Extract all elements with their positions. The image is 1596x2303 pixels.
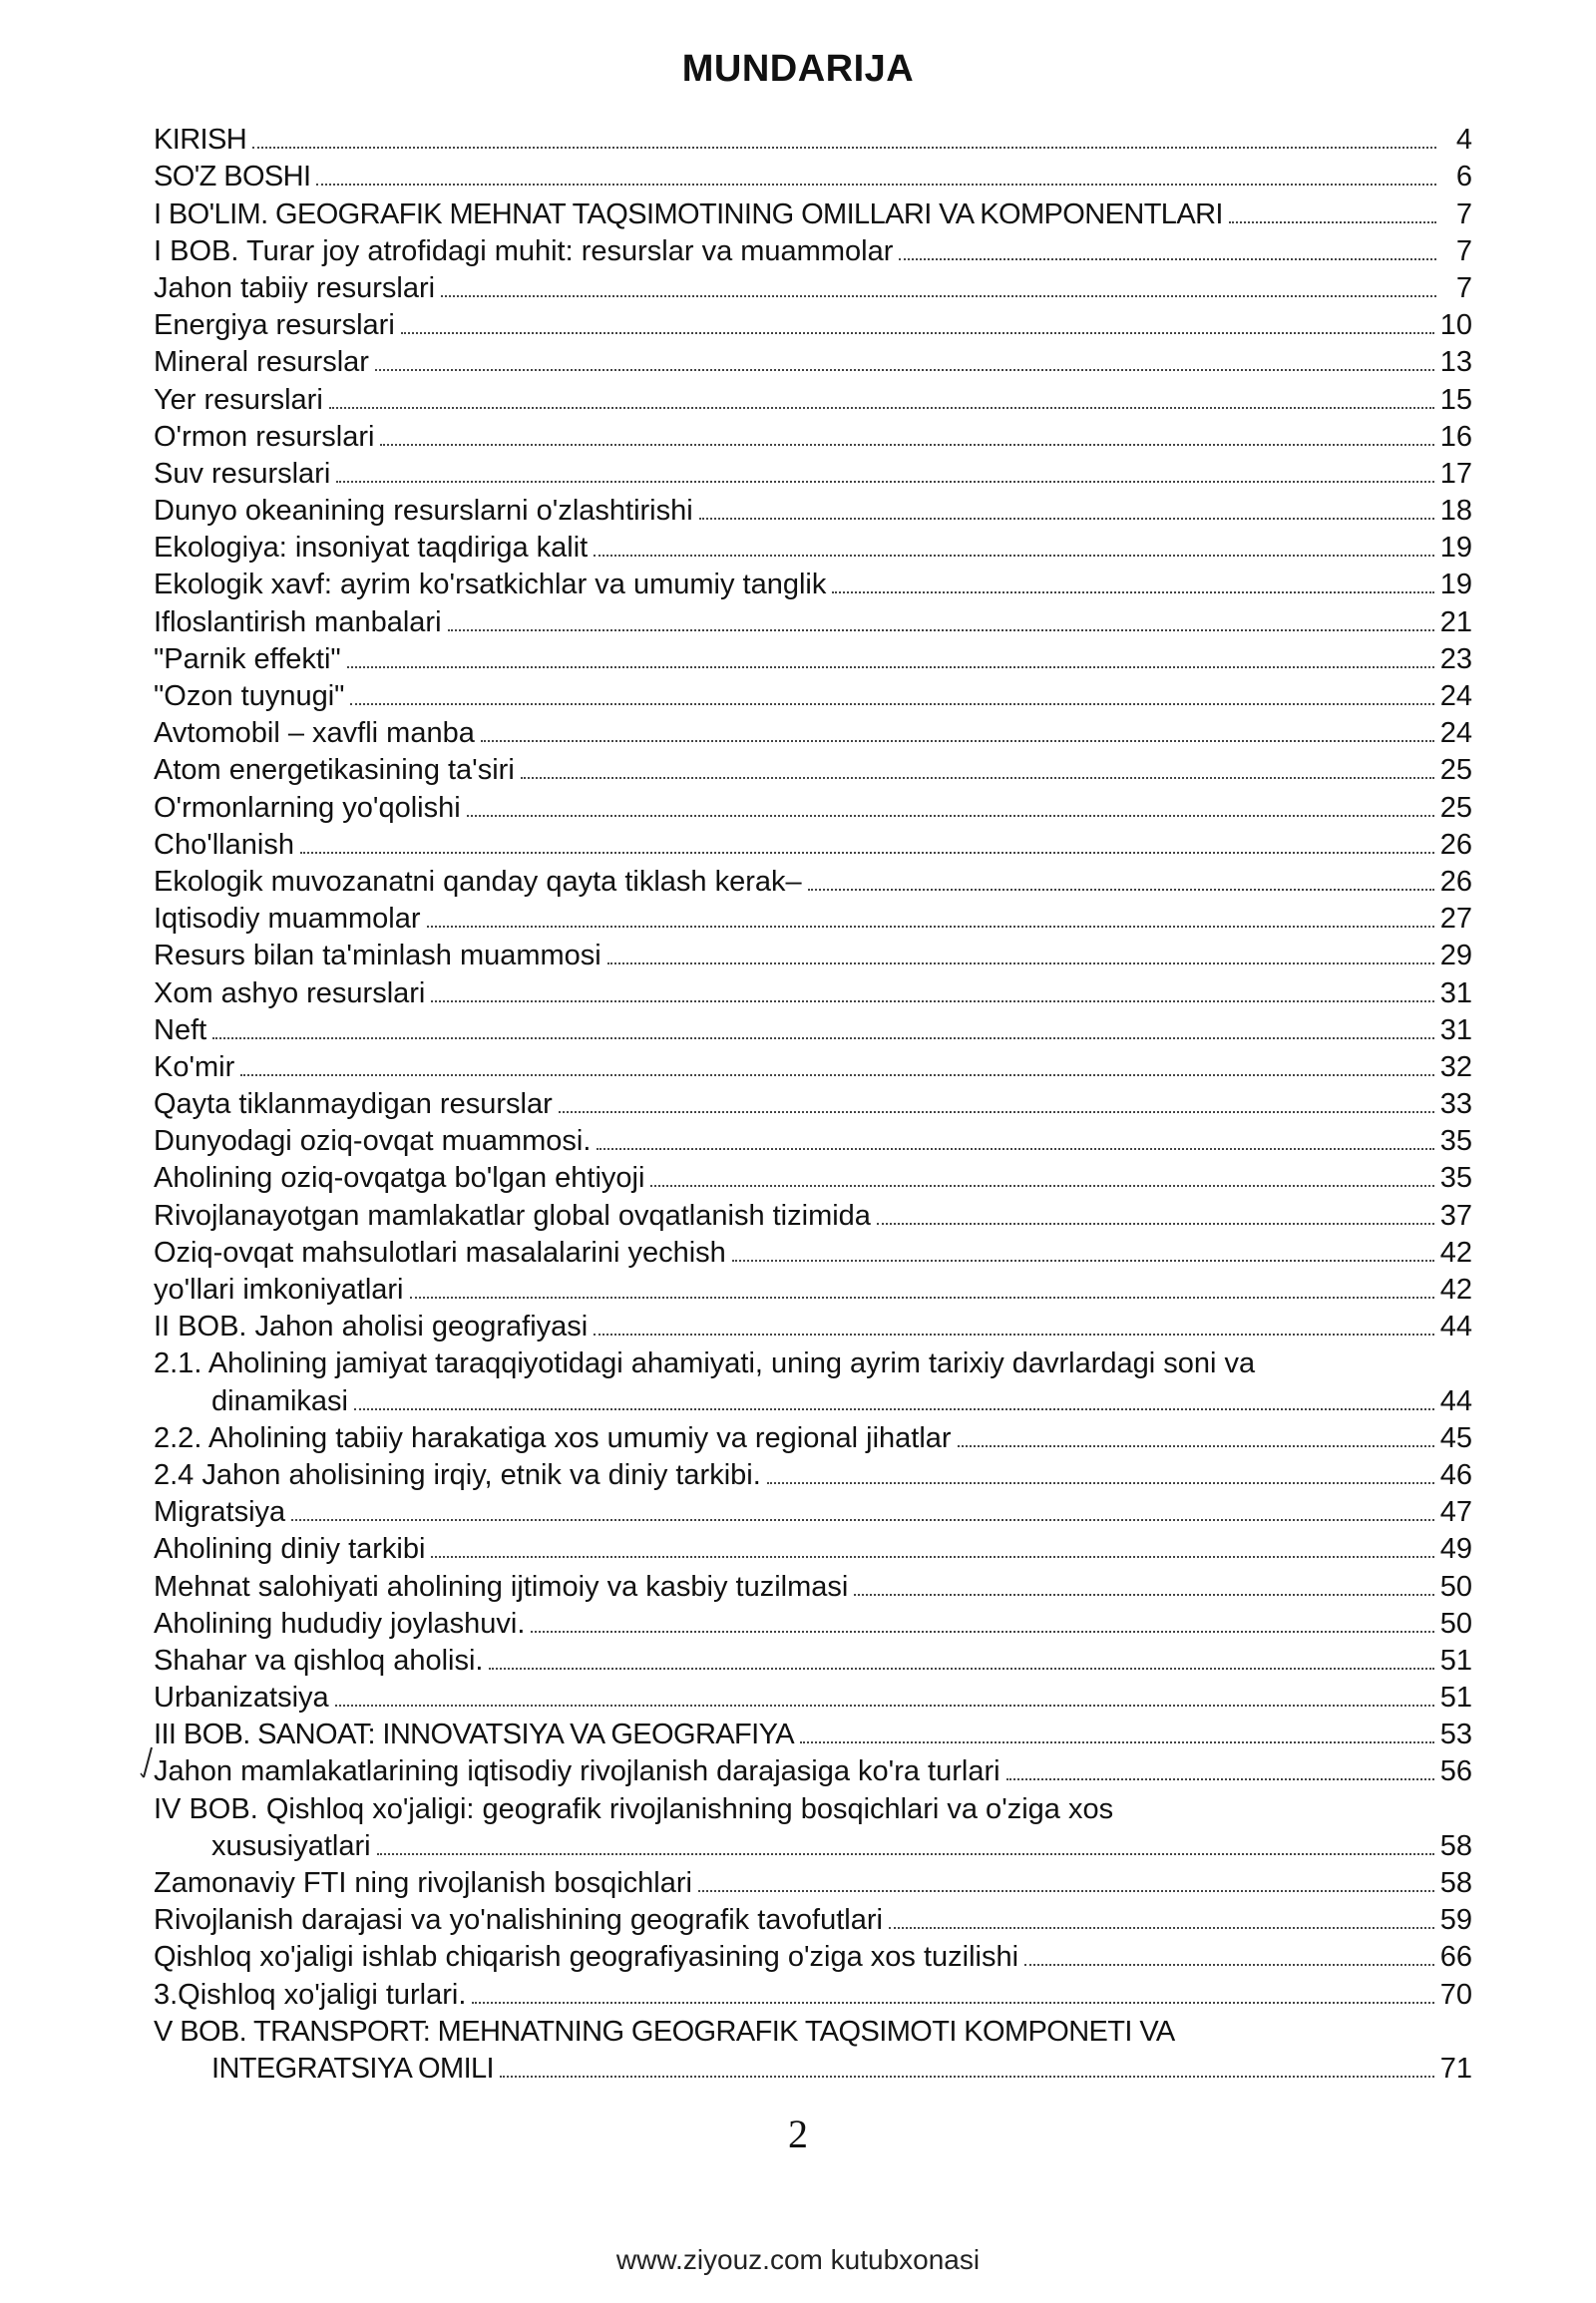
toc-entry xyxy=(154,1678,1472,1715)
toc-entry xyxy=(154,1195,1472,1232)
dot-leader xyxy=(594,555,1433,557)
dot-leader xyxy=(431,1000,1433,1002)
toc-page-number: 37 xyxy=(1439,1199,1472,1232)
toc-entry-title: yo'llari imkoniyatlari xyxy=(154,1274,404,1306)
toc-entry-title: I BOB. Turar joy atrofidagi muhit: resurslar va muammolar xyxy=(154,234,894,267)
toc-entry xyxy=(154,1863,1472,1900)
toc-entry-title: "Parnik effekti" xyxy=(154,642,341,675)
toc-entry xyxy=(154,787,1472,824)
page-title: MUNDARIJA xyxy=(681,48,915,90)
dot-leader xyxy=(1006,1778,1434,1780)
toc-page-number: 23 xyxy=(1439,642,1472,675)
toc-page-number: 47 xyxy=(1439,1496,1472,1529)
dot-leader xyxy=(699,518,1434,520)
toc-entry-title: Iqtisodiy muammolar xyxy=(154,903,421,936)
dot-leader xyxy=(500,2076,1434,2078)
toc-page-number: 53 xyxy=(1439,1719,1472,1751)
toc-entry-title: Jahon mamlakatlarining iqtisodiy rivojlanish darajasiga ko'ra turlari xyxy=(154,1755,1000,1788)
toc-entry xyxy=(154,454,1472,491)
toc-page-number: 44 xyxy=(1439,1384,1472,1417)
toc-entry xyxy=(154,936,1472,972)
dot-leader xyxy=(650,1185,1433,1187)
toc-page-number: 7 xyxy=(1455,197,1472,230)
toc-entry xyxy=(154,268,1472,305)
toc-page-number: 27 xyxy=(1439,903,1472,936)
toc-page-number: 70 xyxy=(1439,1978,1472,2011)
toc-entry-title: Suv resurslari xyxy=(154,457,331,490)
toc-entry-multiline xyxy=(154,1343,1472,1417)
toc-page-number: 59 xyxy=(1439,1904,1472,1937)
toc-entry xyxy=(154,1715,1472,1751)
toc-entry-multiline xyxy=(154,1788,1472,1862)
toc-page-number: 26 xyxy=(1439,828,1472,861)
toc-entry xyxy=(154,1604,1472,1641)
toc-entry-title-continued: dinamikasi xyxy=(211,1384,348,1417)
toc-page-number: 19 xyxy=(1439,532,1472,565)
dot-leader xyxy=(472,2002,1433,2004)
toc-page-number: 26 xyxy=(1439,865,1472,898)
toc-entry-title: Atom energetikasining ta'siri xyxy=(154,754,515,787)
toc-entry-title: Ekologik muvozanatni qanday qayta tiklash kerak– xyxy=(154,865,802,898)
toc-entry-title: Xom ashyo resurslari xyxy=(154,976,426,1009)
toc-page-number: 66 xyxy=(1439,1941,1472,1974)
toc-entry-title: 2.4 Jahon aholisining irqiy, etnik va diniy tarkibi. xyxy=(154,1458,761,1491)
toc-entry-title: Ifloslantirish manbalari xyxy=(154,605,442,638)
toc-entry xyxy=(154,1492,1472,1529)
toc-entry-title: Mehnat salohiyati aholining ijtimoiy va kasbiy tuzilmasi xyxy=(154,1570,849,1603)
toc-entry-title: Ko'mir xyxy=(154,1050,235,1083)
toc-entry-title: Shahar va qishloq aholisi. xyxy=(154,1644,484,1677)
toc-page-number: 29 xyxy=(1439,940,1472,972)
toc-entry-title: III BOB. SANOAT: INNOVATSIYA VA GEOGRAFIYA xyxy=(154,1719,794,1751)
dot-leader xyxy=(1024,1964,1434,1966)
dot-leader xyxy=(329,407,1434,409)
dot-leader xyxy=(336,481,1433,483)
toc-entry-title: 3.Qishloq xo'jaligi turlari. xyxy=(154,1978,467,2011)
dot-leader xyxy=(877,1223,1434,1225)
toc-entry xyxy=(154,972,1472,1009)
toc-entry-title: O'rmon resurslari xyxy=(154,420,375,453)
dot-leader xyxy=(531,1631,1433,1633)
toc-page-number: 31 xyxy=(1439,976,1472,1009)
dot-leader xyxy=(899,258,1436,260)
toc-page-number: 49 xyxy=(1439,1533,1472,1566)
toc-entry-title: Dunyodagi oziq-ovqat muammosi. xyxy=(154,1125,592,1158)
dot-leader xyxy=(467,815,1434,817)
toc-entry xyxy=(154,601,1472,638)
dot-leader xyxy=(212,1037,1434,1039)
dot-leader xyxy=(489,1668,1433,1670)
toc-entry xyxy=(154,1974,1472,2011)
dot-leader xyxy=(698,1890,1434,1892)
toc-entry xyxy=(154,862,1472,899)
toc-entry-title: Aholining diniy tarkibi xyxy=(154,1533,426,1566)
toc-page-number: 58 xyxy=(1439,1867,1472,1900)
toc-entry xyxy=(154,157,1472,193)
toc-entry xyxy=(154,1641,1472,1678)
dot-leader xyxy=(354,1408,1434,1410)
toc-entry xyxy=(154,713,1472,750)
toc-page-number: 16 xyxy=(1439,420,1472,453)
toc-page-number: 42 xyxy=(1439,1274,1472,1306)
toc-entry xyxy=(154,825,1472,862)
footer-watermark: www.ziyouz.com kutubxonasi xyxy=(615,2244,981,2275)
dot-leader xyxy=(401,332,1434,334)
dot-leader xyxy=(380,444,1433,446)
toc-entry-title: Oziq-ovqat mahsulotlari masalalarini yechish xyxy=(154,1236,726,1269)
toc-entry xyxy=(154,231,1472,268)
toc-entry-title: Cho'llanish xyxy=(154,828,294,861)
toc-entry xyxy=(154,342,1472,379)
dot-leader xyxy=(559,1111,1434,1113)
toc-entry xyxy=(154,1158,1472,1195)
dot-leader xyxy=(767,1482,1434,1484)
toc-entry-title: 2.2. Aholining tabiiy harakatiga xos umumiy va regional jihatlar xyxy=(154,1421,952,1454)
toc-entry-multiline xyxy=(154,2012,1472,2086)
toc-entry xyxy=(154,899,1472,936)
dot-leader xyxy=(481,740,1434,742)
toc-entry-title: Jahon tabiiy resurslari xyxy=(154,271,436,304)
dot-leader xyxy=(854,1594,1433,1596)
toc-entry-title: Energiya resurslari xyxy=(154,309,395,342)
toc-entry xyxy=(154,1307,1472,1343)
toc-entry xyxy=(154,491,1472,528)
toc-entry-title: Urbanizatsiya xyxy=(154,1682,329,1715)
dot-leader xyxy=(958,1445,1434,1447)
toc-entry-title: Ekologiya: insoniyat taqdiriga kalit xyxy=(154,532,589,565)
toc-entry-title: IV BOB. Qishloq xo'jaligi: geografik rivojlanishning bosqichlari va o'ziga xos xyxy=(154,1792,1114,1825)
toc-section-1 xyxy=(154,120,1472,1343)
toc-entry xyxy=(154,1529,1472,1566)
toc-entry-title: Neft xyxy=(154,1013,207,1046)
toc-entry-title: Avtomobil – xavfli manba xyxy=(154,717,475,750)
dot-leader xyxy=(594,1334,1433,1336)
toc-entry xyxy=(154,1455,1472,1492)
dot-leader xyxy=(375,369,1434,371)
toc-page-number: 51 xyxy=(1439,1682,1472,1715)
toc-entry xyxy=(154,639,1472,676)
toc-entry-title: Qayta tiklanmaydigan resurslar xyxy=(154,1088,553,1121)
dot-leader xyxy=(800,1741,1434,1743)
toc-entry-title: I BO'LIM. GEOGRAFIK MEHNAT TAQSIMOTINING OMILLARI VA KOMPONENTLARI xyxy=(154,197,1223,230)
toc-page-number: 6 xyxy=(1455,161,1472,193)
toc-page-number: 45 xyxy=(1439,1421,1472,1454)
toc-page-number: 33 xyxy=(1439,1088,1472,1121)
toc-page-number: 58 xyxy=(1439,1829,1472,1862)
toc-page-number: 24 xyxy=(1439,680,1472,712)
toc-entry xyxy=(154,193,1472,230)
dot-leader xyxy=(597,1148,1433,1150)
toc-entry xyxy=(154,1084,1472,1121)
toc-entry xyxy=(154,676,1472,713)
page-number: 2 xyxy=(788,2111,808,2156)
toc-entry-title: Zamonaviy FTI ning rivojlanish bosqichlari xyxy=(154,1867,692,1900)
toc-entry xyxy=(154,1010,1472,1047)
toc-entry xyxy=(154,1418,1472,1455)
dot-leader xyxy=(350,703,1433,705)
toc-entry-title: Mineral resurslar xyxy=(154,346,369,379)
dot-leader xyxy=(240,1074,1433,1076)
toc-section-2 xyxy=(154,1418,1472,1789)
toc-entry-title: Migratsiya xyxy=(154,1496,286,1529)
dot-leader xyxy=(347,666,1434,668)
dot-leader xyxy=(410,1297,1434,1299)
toc-page-number: 18 xyxy=(1439,495,1472,528)
dot-leader xyxy=(300,852,1434,854)
toc-entry xyxy=(154,379,1472,416)
toc-page-number: 56 xyxy=(1439,1755,1472,1788)
toc-entry-title: 2.1. Aholining jamiyat taraqqiyotidagi ahamiyati, uning ayrim tarixiy davrlardagi soni va xyxy=(154,1347,1256,1380)
toc-entry xyxy=(154,1751,1472,1788)
table-of-contents xyxy=(154,120,1472,2086)
toc-page-number: 51 xyxy=(1439,1644,1472,1677)
toc-entry-title: Aholining hududiy joylashuvi. xyxy=(154,1607,526,1640)
toc-entry xyxy=(154,565,1472,601)
toc-entry-title: O'rmonlarning yo'qolishi xyxy=(154,791,461,824)
toc-entry xyxy=(154,417,1472,454)
toc-page-number: 31 xyxy=(1439,1013,1472,1046)
toc-entry-title: Ekologik xavf: ayrim ko'rsatkichlar va umumiy tanglik xyxy=(154,569,827,601)
toc-page-number: 17 xyxy=(1439,457,1472,490)
toc-page-number: 19 xyxy=(1439,569,1472,601)
dot-leader xyxy=(427,926,1434,928)
toc-page-number: 13 xyxy=(1439,346,1472,379)
toc-entry-title: Yer resurslari xyxy=(154,383,323,416)
toc-entry-title: Aholining oziq-ovqatga bo'lgan ehtiyoji xyxy=(154,1162,645,1195)
toc-page-number: 35 xyxy=(1439,1162,1472,1195)
toc-entry-title: Resurs bilan ta'minlash muammosi xyxy=(154,940,601,972)
toc-entry xyxy=(154,528,1472,565)
toc-entry-title: V BOB. TRANSPORT: MEHNATNING GEOGRAFIK TAQSIMOTI KOMPONETI VA xyxy=(154,2015,1175,2048)
dot-leader xyxy=(377,1853,1434,1855)
dot-leader xyxy=(521,777,1434,779)
toc-entry-title: II BOB. Jahon aholisi geografiyasi xyxy=(154,1311,589,1343)
handwritten-mark xyxy=(138,1743,158,1783)
dot-leader xyxy=(335,1705,1434,1707)
toc-entry xyxy=(154,120,1472,157)
dot-leader xyxy=(607,962,1434,964)
dot-leader xyxy=(1229,221,1436,223)
toc-page-number: 25 xyxy=(1439,754,1472,787)
toc-page-number: 15 xyxy=(1439,383,1472,416)
dot-leader xyxy=(441,295,1436,297)
dot-leader xyxy=(252,147,1436,149)
toc-entry-title-continued: xususiyatlari xyxy=(211,1829,371,1862)
toc-section-3 xyxy=(154,1863,1472,2012)
dot-leader xyxy=(316,184,1436,186)
toc-page-number: 44 xyxy=(1439,1311,1472,1343)
toc-entry-title-continued: INTEGRATSIYA OMILI xyxy=(211,2052,495,2085)
dot-leader xyxy=(889,1927,1434,1929)
toc-entry xyxy=(154,1121,1472,1158)
toc-entry xyxy=(154,305,1472,342)
dot-leader xyxy=(732,1260,1434,1262)
toc-entry-title: SO'Z BOSHI xyxy=(154,161,311,193)
toc-page-number: 50 xyxy=(1439,1570,1472,1603)
dot-leader xyxy=(832,591,1433,593)
toc-entry-title: Dunyo okeanining resurslarni o'zlashtirishi xyxy=(154,495,693,528)
toc-page-number: 21 xyxy=(1439,605,1472,638)
toc-page-number: 32 xyxy=(1439,1050,1472,1083)
toc-page-number: 4 xyxy=(1455,124,1472,157)
toc-page-number: 25 xyxy=(1439,791,1472,824)
toc-entry-title: Qishloq xo'jaligi ishlab chiqarish geografiyasining o'ziga xos tuzilishi xyxy=(154,1941,1019,1974)
toc-entry xyxy=(154,1233,1472,1270)
toc-page-number: 7 xyxy=(1455,234,1472,267)
dot-leader xyxy=(431,1556,1433,1558)
toc-page-number: 7 xyxy=(1455,271,1472,304)
toc-page-number: 46 xyxy=(1439,1458,1472,1491)
toc-page-number: 35 xyxy=(1439,1125,1472,1158)
dot-leader xyxy=(808,889,1434,891)
toc-page-number: 50 xyxy=(1439,1607,1472,1640)
toc-entry xyxy=(154,1566,1472,1603)
dot-leader xyxy=(291,1519,1434,1521)
toc-entry xyxy=(154,1937,1472,1974)
toc-page-number: 42 xyxy=(1439,1236,1472,1269)
dot-leader xyxy=(448,629,1434,631)
toc-entry-title: KIRISH xyxy=(154,124,247,157)
toc-entry-title: Rivojlanish darajasi va yo'nalishining geografik tavofutlari xyxy=(154,1904,883,1937)
toc-page-number: 24 xyxy=(1439,717,1472,750)
toc-entry-title: "Ozon tuynugi" xyxy=(154,680,345,712)
toc-entry xyxy=(154,1047,1472,1084)
toc-page-number: 10 xyxy=(1439,309,1472,342)
toc-entry xyxy=(154,1900,1472,1937)
toc-entry xyxy=(154,750,1472,787)
toc-entry xyxy=(154,1270,1472,1307)
toc-entry-title: Rivojlanayotgan mamlakatlar global ovqatlanish tizimida xyxy=(154,1199,871,1232)
toc-page-number: 71 xyxy=(1439,2052,1472,2085)
